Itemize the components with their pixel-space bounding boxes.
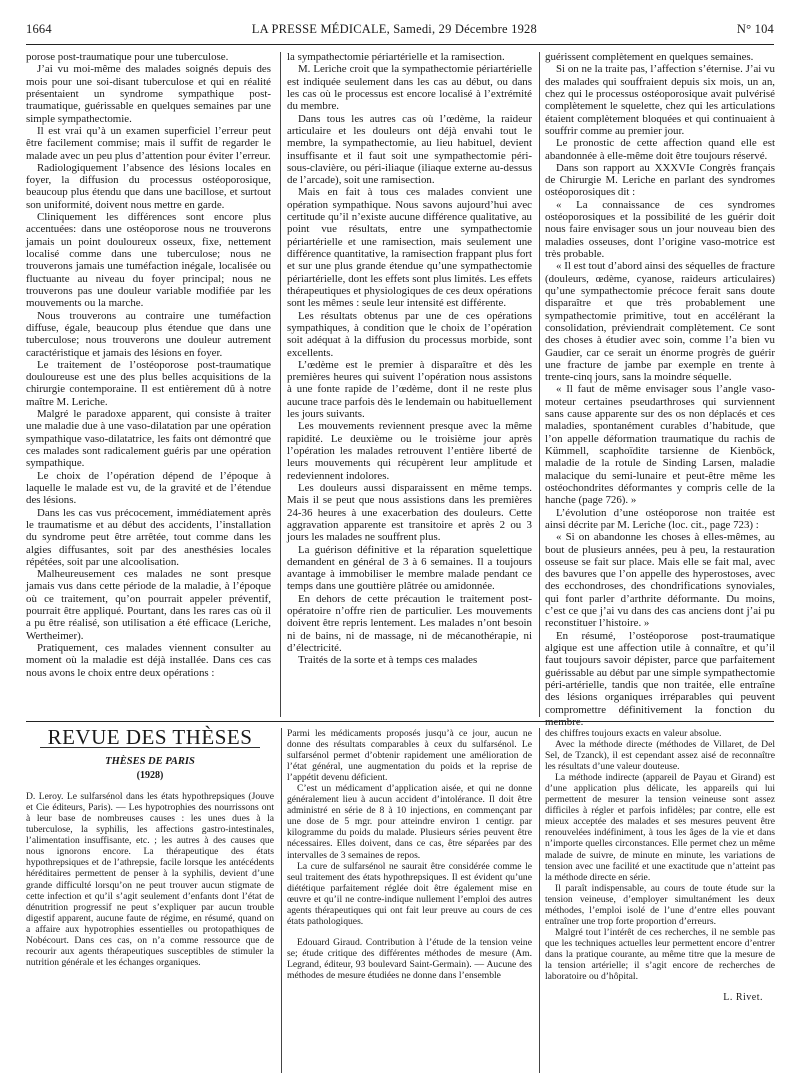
quote-paragraph: « Il faut de même envisager sous l’angle vaso-moteur certaines pseudarthroses qui surviennent sans cause apparente sur des os non déplacés et ces maladies, spontanément curables d’habitude, que l’on appelle déformation traumatique du rachis de Kümmell, scaphoïdite tarsienne de Kienböck, maladie de la rotule de Sinding Larsen, maladie malacique du semi-lunaire et peut-être même les ostéochondrites déformantes y compris celle de la hanche (page 726). » (545, 383, 775, 507)
review-signature: L. Rivet. (723, 992, 763, 1004)
paragraph: Malgré tout l’intérêt de ces recherches, il ne semble pas que les techniques actuelles leur permettent encore d’entrer dans la pratique courante, au même titre que la mesure de la tension artérielle; il s’agit encore de recherches de laboratoire ou d’hôpital. (545, 926, 775, 983)
quote-paragraph: « Il est tout d’abord ainsi des séquelles de fracture (douleurs, œdème, cyanose, raideurs articulaires) qu’une sympathectomie précoce ferait sans doute disparaître et que très probablement une sympathectomie primitive, tout en accélérant la consolidation, préviendrait complètement. Ce sont des choses à étudier avec soin, comme l’a bien vu Gaudier, car ce serait un énorme progrès de guérir une fracture de jambe par exemple en trente à trente-cinq jours, sans la moindre séquelle. (545, 260, 775, 384)
page-header (26, 22, 774, 42)
thesis-review: Edouard Giraud. Contribution à l’étude de la tension veine se; étude critique des différentes méthodes de mesure (Am. Legrand, éditeur, 93 boulevard Saint-Germain). — Aucune des méthodes de mesure étudiées ne donne dans l’ensemble (287, 936, 532, 981)
paragraph: Le pronostic de cette affection quand elle est abandonnée à elle-même doit être toujours réservé. (545, 137, 775, 162)
paragraph: En résumé, l’ostéoporose post-traumatique algique est une affection utile à connaître, et qu’il faut toujours savoir dépister, parce que parfaitement guérissable au début par une simple sympathectomie péri-artérielle, tandis que non traitée, elle entraîne des lésions organiques irréparables qui peuvent compromettre définitivement la fonction du membre. (545, 629, 775, 728)
paragraph: Le traitement de l’ostéoporose post-traumatique douloureuse est une des plus belles acquisitions de la chirurgie contemporaine. Il est entièrement dû à notre maître M. Leriche. (26, 358, 271, 408)
article-column-3 (545, 51, 775, 728)
thesis-review: D. Leroy. Le sulfarsénol dans les états hypothrepsiques (Jouve et Cie éditeurs, Paris). — Les hypotrophies des nourrissons ont à leur base de nombreuses causes : les unes dues à la tuberculose, la syphilis, les affections gastro-intestinales, l’alimentation insuffisante, etc. ; les autres à des causes que nous ignorons encore. La thérapeutique des états hypothrepsiques et de l’athrepsie, facile lorsque les antécédents héréditaires permettent de penser à la syphilis, devient d’une grande difficulté lorsqu’on ne peut trouver aucun stigmate de cette infection et qu’il s’agit seulement d’enfants dont l’état de dénutrition progressif ne peut s’expliquer par aucun trouble digestif apparent, aucune faute de régime, en résumé, quand on a affaire aux hypotrophies essentielles ou protopathiques de Nobécourt. Dans ces cas, on n’a comme ressource que de recourir aux agents thérapeutiques susceptibles de stimuler la nutrition générale et les échanges organiques. (26, 791, 274, 968)
paragraph: Traités de la sorte et à temps ces malades (298, 654, 478, 667)
review-column-3 (545, 728, 775, 1078)
paragraph: L’évolution d’une ostéoporose non traitée est ainsi décrite par M. Leriche (loc. cit., page 723) : (545, 506, 775, 531)
column-divider (539, 52, 540, 717)
column-divider (281, 728, 282, 1073)
paragraph: Dans les cas vus précocement, immédiatement après le traumatisme et au début des accidents, l’installation du syndrome peut être arrêtée, tout comme dans les algies diffusantes, soit par des anesthésies locales répétées, soit par une alcoolisation. (26, 506, 271, 568)
paragraph: Pratiquement, ces malades viennent consulter au moment où la maladie est déjà installée. Dans ces cas nous avons le choix entre deux opérations : (26, 642, 271, 679)
paragraph: Mais en fait à tous ces malades convient une opération sympathique. Nous savons aujourd’hui avec certitude qu’il n’existe aucune différence qualitative, au point vue résultats, entre une sympathectomie périartérielle et une ramisection, mais seulement une différence quantitative, la ramisection frappant plus fort et sur une plus grande étendue qu’une sympathectomie périartérielle, dont les effets sont plus limités. Les effets thérapeutiques et physiologiques de ces deux opérations sont les mêmes : seule leur intensité est différente. (287, 186, 532, 310)
review-title: REVUE DES THÈSES (47, 725, 253, 749)
quote-paragraph: « La connaissance de ces syndromes ostéoporosiques et la possibilité de les guérir doit nous faire envisager sous un jour nouveau bien des maladies osseuses, dont l’origine vaso-motrice est très probable. (545, 198, 775, 260)
paragraph: Il paraît indispensable, au cours de toute étude sur la tension veineuse, d’employer simultanément les deux méthodes, l’emploi isolé de l’une d’entre elles pouvant entraîner une trop forte proportion d’erreurs. (545, 882, 775, 927)
paragraph: La guérison définitive et la réparation squelettique demandent en général de 3 à 6 semaines. Il a toujours avantage à immobiliser le membre malade pendant ce temps dans une gouttière plâtrée ou amidonnée. (287, 543, 532, 593)
paragraph: L’œdème est le premier à disparaître et dès les premières heures qui suivent l’opération nous assistons à une fonte rapide de l’œdème, dont il ne reste plus aucune trace parfois dès le lendemain ou habituellement les jours suivants. (287, 358, 532, 421)
paragraph: Cliniquement les différences sont encore plus accentuées: dans une ostéoporose nous ne trouverons jamais un point douloureux osseux, fixe, nettement localisé comme dans une tuberculose; nous ne trouverons jamais une tuméfaction inégale, localisée ou fluctuante au niveau du foyer principal; nous ne trouverons pas une douleur variable modifiée par les mouvements ou la marche. (26, 211, 271, 310)
paragraph: Les mouvements reviennent presque avec la même rapidité. Le deuxième ou le troisième jour après l’opération les malades retrouvent l’entière liberté de leurs mouvements qui récupèrent leur amplitude et redeviennent indolores. (287, 420, 532, 482)
header-rule (26, 44, 774, 45)
review-year: (1928) (136, 770, 164, 782)
page-number: 1664 (26, 22, 52, 36)
paragraph: Dans tous les autres cas où l’œdème, la raideur articulaire et les douleurs ont déjà envahi tout le membre, la sympathectomie, au lieu habituel, devient insuffisante et il faut soit une sympathectomie péri-sous-clavière, ou péri-iliaque (iliaque externe au-dessus de l’arcade), soit une ramisection. (287, 112, 532, 187)
article-column-2 (287, 51, 532, 719)
paragraph: M. Leriche croit que la sympathectomie périartérielle est indiquée seulement dans les cas au début, ou dans les cas où le processus est encore localisé à l’extrémité du membre. (287, 63, 532, 113)
paragraph: porose post-traumatique pour une tuberculose. (26, 51, 229, 63)
paragraph: Si on ne la traite pas, l’affection s’éternise. J’ai vu des malades qui souffraient depuis six mois, un an, chez qui le processus ostéoporosique avait pulvérisé complètement le squelette, chez qui les articulations étaient complètement bloquées et qui continuaient à souffrir comme au premier jour. (545, 63, 775, 137)
paragraph: la sympathectomie périartérielle et la ramisection. (287, 51, 505, 63)
article-column-1 (26, 51, 271, 719)
paragraph: La cure de sulfarsénol ne saurait être considérée comme le seul traitement des états hypothrepsiques. Il est évident qu’une diététique parfaitement réglée doit être également mise en œuvre et qu’il ne contre-indique nullement l’emploi des autres agents thérapeutiques qui ont fait leur preuve au cours de ces états pathologiques. (287, 860, 532, 927)
column-divider (280, 52, 281, 717)
paragraph: Il est vrai qu’à un examen superficiel l’erreur peut être facilement commise; mais il suffit de regarder le malade avec un peu plus d’attention pour éviter l’erreur. (26, 124, 271, 162)
review-subtitle: THÈSES DE PARIS (105, 756, 195, 768)
issue-number: N° 104 (736, 22, 774, 36)
column-divider (539, 728, 540, 1073)
paragraph: Les douleurs aussi disparaissent en même temps. Mais il se peut que nous assistions dans les premières 24-36 heures à une exacerbation des douleurs. Cette aggravation apparente est transitoire et après 2 ou 3 jours les malades ne souffrent plus. (287, 481, 532, 544)
paragraph: Avec la méthode directe (méthodes de Villaret, de Del Sel, de Tzanck), il est cependant assez aisé de reconnaître les résultats d’une valeur douteuse. (545, 739, 775, 773)
paragraph: Malgré le paradoxe apparent, qui consiste à traiter une maladie due à une vaso-dilatation par une opération sympathique vaso-dilatatrice, les faits ont démontré que ces malades sont radicalement guéris par une opération sympathique. (26, 408, 271, 470)
review-column-2 (287, 728, 532, 1078)
paragraph: Les résultats obtenus par une de ces opérations sympathiques, à condition que le choix de l’opération soit adéquat à la diffusion du processus morbide, sont excellents. (287, 309, 532, 359)
journal-title: LA PRESSE MÉDICALE, Samedi, 29 Décembre 1928 (251, 22, 537, 36)
quote-paragraph: « Si on abandonne les choses à elles-mêmes, au bout de plusieurs années, peu à peu, la restauration osseuse se fait sur place. Mais elle se fait mal, avec des bavures que l’on appelle des hyperostoses, avec des ecchondroses, des chondrifications synoviales, qui font parler d’arthrite déformante. Du moins, c’est ce que j’ai vu dans des cas anciens dont j’ai pu reconstituer l’histoire. » (545, 531, 775, 630)
paragraph: C’est un médicament d’application aisée, et qui ne donne généralement lieu à aucun accident d’intolérance. Il doit être administré en série de 8 à 10 injections, en commençant par une dose de 5 mgr. pour atteindre environ 1 centigr. par kilogramme du poids du malade. Plusieurs séries peuvent être nécessaires. Elles doivent, dans ce cas, être séparées par des intervalles de 3 semaines de repos. (287, 783, 532, 861)
paragraph: guérissent complètement en quelques semaines. (545, 51, 754, 63)
paragraph: Radiologiquement l’absence des lésions locales en foyer, la diffusion du processus ostéoporosique, beaucoup plus étendu que dans une bacillose, et surtout son uniformité, doivent nous mettre en garde. (26, 161, 271, 211)
paragraph: des chiffres toujours exacts en valeur absolue. (545, 728, 722, 739)
paragraph: Dans son rapport au XXXVIe Congrès français de Chirurgie M. Leriche en parlant des syndromes ostéoporosiques dit : (545, 161, 775, 199)
paragraph: En dehors de cette précaution le traitement post-opératoire n’offre rien de particulier. Les mouvements doivent être repris lentement. Les malades n’ont besoin ni de bains, ni de massage, ni de mécanothérapie, ni d’électricité. (287, 592, 532, 654)
paragraph: Nous trouverons au contraire une tuméfaction diffuse, égale, beaucoup plus étendue que dans une tuberculose; nous trouverons une douleur autrement caractéristique et jamais des lésions en foyer. (26, 309, 271, 359)
section-rule (26, 721, 774, 722)
paragraph: La méthode indirecte (appareil de Payau et Girand) est d’une application plus délicate, les appareils qui lui permettent de mesurer la tension veineuse sont assez difficiles à régler et parfois infidèles; par contre, elle est mieux acceptée des malades et ses mesures peuvent être renouvelées indéfiniment, à tous les âges de la vie et dans n’importe quelles circonstances. Elle permet chez un même malade de suivre, de minute en minute, les variations de tension avec une facilité et une exactitude que n’atteint pas la méthode directe en série. (545, 772, 775, 883)
paragraph: Le choix de l’opération dépend de l’époque à laquelle le malade est vu, de la gravité et de l’étendue des lésions. (26, 469, 271, 507)
paragraph: J’ai vu moi-même des malades soignés depuis des mois pour une soi-disant tuberculose et qui en réalité présentaient un syndrome sympathique post-traumatique, guérissable en quelques semaines par une simple sympathectomie. (26, 63, 271, 125)
review-column-1 (26, 725, 274, 1078)
paragraph: Parmi les médicaments proposés jusqu’à ce jour, aucun ne donne des résultats comparables à ceux du sulfarsénol. Le sulfarsénol permet d’obtenir rapidement une amélioration de l’état général, une augmentation du poids et la reprise de l’appétit devenu déficient. (287, 728, 532, 784)
paragraph: Malheureusement ces malades ne sont presque jamais vus dans cette période de la maladie, à l’époque où ce traitement, qu’on pourrait appeler préventif, pourrait être appliqué. Pourtant, dans les rares cas où il a pu être réalisé, son utilisation a été efficace (Leriche, Wertheimer). (26, 568, 271, 642)
